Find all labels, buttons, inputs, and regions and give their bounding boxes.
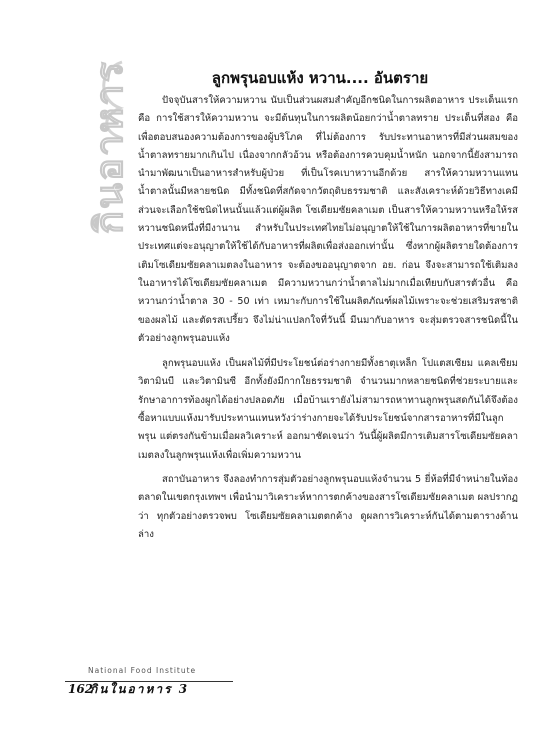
article-title: ลูกพรุนอบแห้ง หวาน.... อันตราย <box>211 69 429 87</box>
footer-institute-name: National Food Institute <box>88 666 197 675</box>
footer-publication-title: กินในอาหาร 3 <box>90 682 190 696</box>
decorative-vertical-title <box>85 60 131 700</box>
paragraph-survey: สถาบันอาหาร จึงลองทำการสุ่มตัวอย่างลูกพรุนอบแห้งจำนวน 5 ยี่ห้อที่มีจำหน่ายในท้องตลาดในเขตกรุงเทพฯ เพื่อนำมาวิเคราะห์หาการตกค้างของสารโซเดียมซัยคลาเมต ผลปรากฏว่า ทุกตัวอย่างตรวจพบ โซเดียมซัยคลาเมตตกค้าง ดูผลการวิเคราะห์กันได้ตามตารางด้านล่าง <box>138 473 518 540</box>
footer-divider <box>65 681 233 682</box>
paragraph-prunes: ลูกพรุนอบแห้ง เป็นผลไม้ที่มีประโยชน์ต่อร่างกายมีทั้งธาตุเหล็ก โปแตสเซียม แคลเซียม วิตามินบี และวิตามินซี อีกทั้งยังมีกากใยธรรมชาติ จำนวนมากหลายชนิดที่ช่วยระบายและรักษาอาการท้องผูกได้อย่างปลอดภัย เมื่อบ้านเรายังไม่สามารถหาทานลูกพรุนสดกันได้จึงต้องซื้อหาแบบแห้งมารับประทานแทนหวังว่าร่างกายจะได้รับประโยชน์จากสารอาหารที่มีในลูกพรุน แต่ตรงกันข้ามเมื่อผลวิเคราะห์ ออกมาชัดเจนว่า วันนี้ผู้ผลิตมีการเติมสารโซเดียมซัยคลาเมตลงในลูกพรุนแห้งเพื่อเพิ่มความหวาน <box>138 358 518 461</box>
decorative-title-text: กินอาหาร <box>85 60 131 234</box>
article-body <box>138 92 518 550</box>
page-number: 162 <box>68 682 94 696</box>
paragraph-intro: ปัจจุบันสารให้ความหวาน นับเป็นส่วนผสมสำคัญอีกชนิดในการผลิตอาหาร ประเด็นแรก คือ การใช้สารให้ความหวาน จะมีต้นทุนในการผลิตน้อยกว่าน้ำตาลทราย ประเด็นที่สอง คือ เพื่อตอบสนองความต้องการของผู้บริโภค ที่ไม่ต้องการ รับประทานอาหารที่มีส่วนผสมของน้ำตาลทรายมากเกินไป เนื่องจากกลัวอ้วน หรือต้องการควบคุมน้ำหนัก นอกจากนี้ยังสามารถนำมาพัฒนาเป็นอาหารสำหรับผู้ป่วย ที่เป็นโรคเบาหวานอีกด้วย สารให้ความหวานแทนน้ำตาลนั้นมีหลายชนิด มีทั้งชนิดที่สกัดจากวัตถุดิบธรรมชาติ และสังเคราะห์ด้วยวิธีทางเคมี ส่วนจะเลือกใช้ชนิดไหนนั้นแล้วแต่ผู้ผลิต โซเดียมซัยคลาเมต เป็นสารให้ความหวานหรือให้รสหวานชนิดหนึ่งที่มีงานาน สำหรับในประเทศไทยไม่อนุญาตให้ใช้ในการผลิตอาหารที่ขายในประเทศแต่จะอนุญาตให้ใช้ได้กับอาหารที่ผลิตเพื่อส่งออกเท่านั้น ซึ่งหากผู้ผลิตรายใดต้องการเติมโซเดียมซัยคลาเมตลงในอาหาร จะต้องขออนุญาตจาก อย. ก่อน จึงจะสามารถใช้เติมลงในอาหารได้โซเดียมซัยคลาเมต มีความหวานกว่าน้ำตาลไม่มากเมื่อเทียบกับสารตัวอื่น คือ หวานกว่าน้ำตาล 30 - 50 เท่า เหมาะกับการใช้ในผลิตภัณฑ์ผลไม้เพราะจะช่วยเสริมรสชาติของผลไม้ และตัดรสเปรี้ยว จึงไม่น่าแปลกใจที่วันนี้ มีนมากับอาหาร จะสุ่มตรวจสารชนิดนี้ในตัวอย่างลูกพรุนอบแห้ง <box>138 95 518 344</box>
